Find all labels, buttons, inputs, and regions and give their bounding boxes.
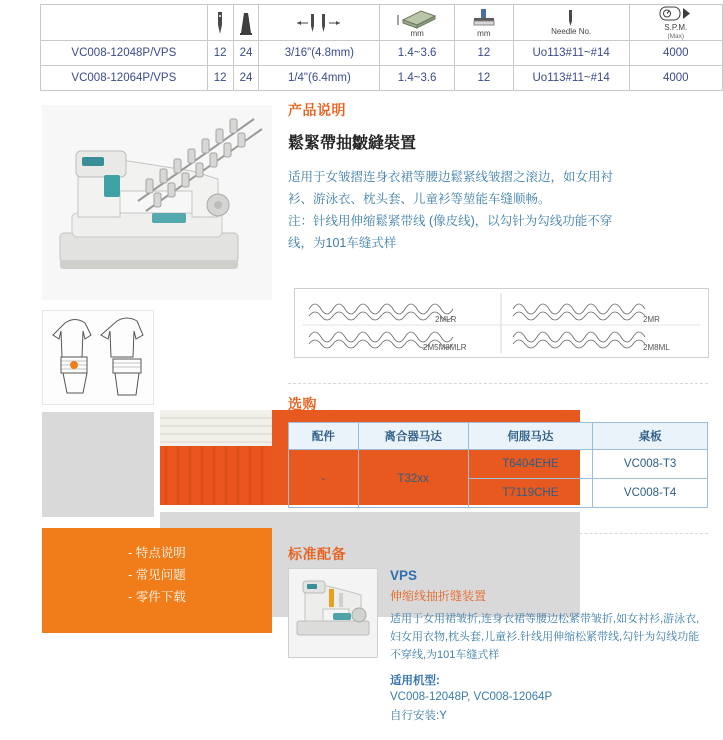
product-description-block: [288, 100, 708, 255]
option-section-header: [288, 383, 708, 424]
spec-cell-thickness: 1.4~3.6: [380, 41, 455, 66]
option-cell-table-1: VC008-T3: [593, 450, 708, 479]
spec-cell-spm: 4000: [629, 66, 722, 91]
spec-header-thickness: [380, 5, 455, 41]
section-title-standard: 标准配备: [288, 546, 346, 562]
section-title-option: 选购: [288, 396, 317, 412]
option-header-table: 桌板: [593, 423, 708, 450]
stitch-label-2mlr: 2MLR: [435, 315, 457, 324]
table-row: [41, 66, 723, 91]
option-cell-clutch-motor: T32xx: [358, 450, 468, 508]
option-table-body: [289, 450, 708, 508]
quick-links-list: [42, 528, 272, 608]
table-row: [289, 450, 708, 479]
divider-option: [288, 383, 708, 384]
option-header-row: [289, 423, 708, 450]
product-description-line-3: 注：针线用伸缩鬆紧带线 (像皮线)，以勾针为勾线功能不穿: [288, 213, 613, 228]
page-title: 鬆緊帶抽皺縫裝置: [288, 135, 417, 152]
spec-cell-threads: 24: [233, 41, 259, 66]
product-description-line-2: 衫、游泳衣、枕头套、儿童衫等堃能车缝顺畅。: [288, 191, 551, 206]
spec-cell-model: VC008-12048P/VPS: [41, 41, 208, 66]
vps-subtitle: 伸缩线抽折缝装置: [390, 589, 487, 603]
spec-cell-model: VC008-12064P/VPS: [41, 66, 208, 91]
link-features[interactable]: - 特点说明: [128, 546, 186, 560]
stitch-label-2m5m8mlr: 2M5M8MLR: [423, 343, 467, 352]
spec-header-threads: [233, 5, 259, 41]
vps-models-label: 适用机型:: [390, 675, 440, 688]
spec-header-spm-sub: (Max): [667, 32, 685, 40]
spec-header-row: [41, 5, 723, 41]
spec-table-body: [41, 41, 723, 91]
link-parts-download[interactable]: - 零件下载: [128, 590, 186, 604]
spec-cell-threads: 24: [233, 66, 259, 91]
spec-cell-needles: 12: [207, 41, 233, 66]
spec-header-gauge: [259, 5, 380, 41]
divider-standard: [288, 533, 708, 534]
option-cell-servo-motor-1: T6404EHE: [468, 450, 593, 479]
presser-foot-icon: [455, 7, 513, 29]
thread-cone-icon: [234, 10, 259, 36]
spec-header-needle-no: [513, 5, 629, 41]
spec-cell-needle-no: Uo113#11~#14: [513, 41, 629, 66]
link-faq[interactable]: - 常见问题: [128, 568, 186, 582]
fabric-thickness-icon: [380, 7, 454, 29]
vps-install-note: 自行安装:Y: [390, 710, 447, 723]
spec-cell-gauge: 1/4"(6.4mm): [259, 66, 380, 91]
product-description: [288, 167, 708, 255]
vps-title: VPS: [390, 568, 418, 583]
spec-cell-thickness: 1.4~3.6: [380, 66, 455, 91]
section-title-product: 产品说明: [288, 102, 346, 118]
needle-gauge-icon: [259, 10, 379, 36]
product-description-line-1: 适用于女皱摺连身衣裙等腰边鬆紧线皱摺之滚边，如女用衬: [288, 170, 614, 184]
standard-equipment-text: [390, 568, 710, 723]
stitch-label-2m8ml: 2M8ML: [643, 343, 670, 352]
needle-icon: [208, 10, 233, 36]
spec-table-head: [41, 5, 723, 41]
spec-header-thickness-unit: mm: [410, 28, 424, 38]
quick-links-panel: [42, 528, 272, 633]
specification-table: [40, 4, 723, 91]
option-header-servo-motor: 伺服马达: [468, 423, 593, 450]
thumbnail-row: [42, 310, 272, 405]
option-cell-table-2: VC008-T4: [593, 479, 708, 508]
option-table: [288, 422, 708, 508]
spec-cell-foot: 12: [454, 66, 513, 91]
vps-description: 适用于女用裙皱折,连身衣裙等腰边松紧带皱折,如女衬衫,游泳衣,妇女用衣物,枕头套,儿童衫.针线用伸缩松紧带线,勾针为勾线功能不穿线,为101车缝式样: [390, 613, 700, 662]
spec-header-foot: [454, 5, 513, 41]
spec-cell-needle-no: Uo113#11~#14: [513, 66, 629, 91]
option-header-accessory: 配件: [289, 423, 359, 450]
placeholder-image-left: [42, 412, 154, 517]
spec-cell-spm: 4000: [629, 41, 722, 66]
spec-cell-needles: 12: [207, 66, 233, 91]
vps-models: VC008-12048P, VC008-12064P: [390, 691, 553, 704]
spec-cell-gauge: 3/16"(4.8mm): [259, 41, 380, 66]
spec-header-needle-no-label: Needle No.: [551, 26, 592, 36]
spec-cell-foot: 12: [454, 41, 513, 66]
spec-header-spm-label: S.P.M.: [664, 23, 688, 33]
needle-no-icon: [514, 9, 629, 27]
product-description-line-4: 线，为101车缝式样: [288, 235, 397, 250]
vps-device-photo[interactable]: [288, 568, 378, 658]
machine-photo: [42, 105, 272, 300]
option-cell-accessory: -: [289, 450, 359, 508]
spec-header-needles: [207, 5, 233, 41]
spec-header-foot-unit: mm: [477, 28, 491, 38]
option-cell-servo-motor-2: T7119CHE: [468, 479, 593, 508]
spec-header-spm: [629, 5, 722, 41]
spec-header-model: [41, 5, 208, 41]
placeholder-image-row: [42, 412, 272, 517]
option-header-clutch-motor: 离合器马达: [358, 423, 468, 450]
option-table-head: [289, 423, 708, 450]
stitch-diagram: [294, 288, 709, 358]
stitch-label-2mr: 2MR: [643, 315, 660, 324]
speed-icon: [630, 5, 722, 23]
table-row: [41, 41, 723, 66]
application-sketch-thumbnail[interactable]: [42, 310, 154, 405]
